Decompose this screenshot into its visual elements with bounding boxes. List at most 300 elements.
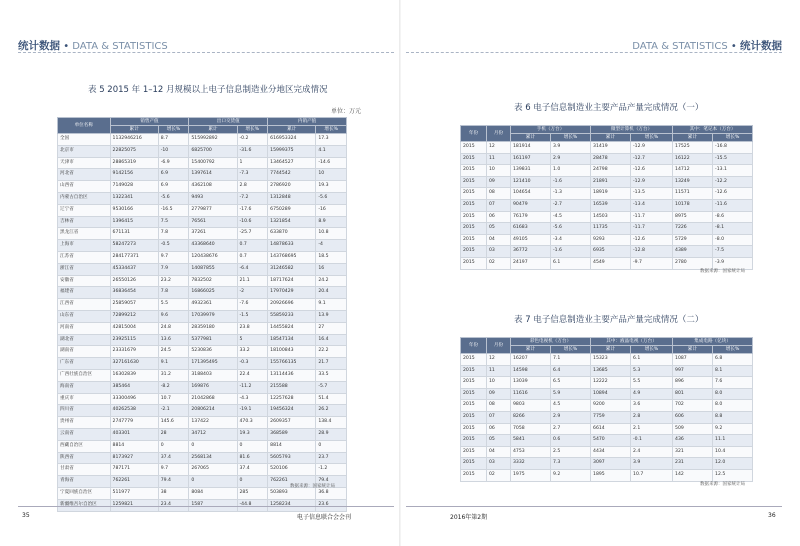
table5-cell: 云南省 bbox=[58, 428, 111, 440]
table5-cell: 1587 bbox=[189, 499, 237, 511]
table5-cell: 新疆维吾尔自治区 bbox=[58, 499, 111, 511]
table5-cell: 385464 bbox=[110, 381, 158, 393]
table7-cell: 09 bbox=[487, 388, 511, 400]
table7-cell: 5.9 bbox=[551, 388, 591, 400]
table7-title: 表 7 电子信息制造业主要产品产量完成情况（二） bbox=[514, 315, 704, 325]
table5-row bbox=[58, 417, 347, 429]
table7-header-group: 集成电路（亿块） bbox=[673, 338, 753, 346]
table7-cell: 2.4 bbox=[631, 446, 673, 458]
table5-row bbox=[58, 134, 347, 146]
table6-cell: -12.9 bbox=[631, 142, 673, 154]
table7-row bbox=[461, 435, 753, 447]
table5-cell: 51.4 bbox=[316, 393, 347, 405]
table7-cell: 02 bbox=[487, 469, 511, 481]
table6-cell: -13.5 bbox=[631, 188, 673, 200]
table5-cell: 27 bbox=[316, 322, 347, 334]
table5-cell: 6.9 bbox=[158, 169, 189, 181]
header-divider bbox=[18, 52, 394, 53]
table5-cell: -44.8 bbox=[237, 499, 268, 511]
table5-cell: 155766135 bbox=[268, 358, 316, 370]
table5-cell: 1322341 bbox=[110, 192, 158, 204]
table5-cell: 23.2 bbox=[158, 275, 189, 287]
table5-cell: 16866025 bbox=[189, 287, 237, 299]
table5-subheader: 累计 bbox=[110, 126, 158, 134]
table5-cell: 145.6 bbox=[158, 417, 189, 429]
table5-row bbox=[58, 381, 347, 393]
table5-cell: 37.4 bbox=[237, 464, 268, 476]
table7-row bbox=[461, 423, 753, 435]
table7-cell: 6.8 bbox=[713, 354, 753, 366]
table5-cell: 503893 bbox=[268, 487, 316, 499]
table6-cell: 2015 bbox=[461, 176, 487, 188]
table6-row bbox=[461, 188, 753, 200]
table5-cell: 45334437 bbox=[110, 263, 158, 275]
table5-cell: -4 bbox=[316, 240, 347, 252]
table6-row bbox=[461, 223, 753, 235]
table5-cell: 120438676 bbox=[189, 251, 237, 263]
table5-cell: 26550126 bbox=[110, 275, 158, 287]
table5-cell: 全国 bbox=[58, 134, 111, 146]
table6-cell: 14503 bbox=[591, 211, 631, 223]
table7-cell: 896 bbox=[673, 377, 713, 389]
table7-header-group: 彩色电视机（万台） bbox=[511, 338, 591, 346]
table7-row bbox=[461, 377, 753, 389]
table5-cell: 23925115 bbox=[110, 334, 158, 346]
table5-cell: 江苏省 bbox=[58, 251, 111, 263]
table5-cell: 1321854 bbox=[268, 216, 316, 228]
table5-cell: 37.4 bbox=[158, 452, 189, 464]
table5-row bbox=[58, 145, 347, 157]
table5-cell: 33300496 bbox=[110, 393, 158, 405]
table5-cell: 天津市 bbox=[58, 157, 111, 169]
table5-cell: 1 bbox=[237, 157, 268, 169]
table5-cell: -4.3 bbox=[237, 393, 268, 405]
table5-cell: 13.9 bbox=[316, 310, 347, 322]
table5-cell: 5377981 bbox=[189, 334, 237, 346]
table5-cell: 14087855 bbox=[189, 263, 237, 275]
table5-row bbox=[58, 358, 347, 370]
table7-cell: 8266 bbox=[511, 411, 551, 423]
table5-cell: 76561 bbox=[189, 216, 237, 228]
table6-cell: 2015 bbox=[461, 246, 487, 258]
table6-cell: 2015 bbox=[461, 188, 487, 200]
table5-cell: 9.1 bbox=[316, 299, 347, 311]
table5-cell: 19.3 bbox=[316, 181, 347, 193]
table5-cell: 137422 bbox=[189, 417, 237, 429]
table6-cell: 16122 bbox=[673, 153, 713, 165]
table5-cell: 17970429 bbox=[268, 287, 316, 299]
table5-cell: 28865319 bbox=[110, 157, 158, 169]
table5-row bbox=[58, 240, 347, 252]
table5-row bbox=[58, 287, 347, 299]
issue-label: 2016年第2期 bbox=[450, 514, 488, 521]
table5-cell: 58247273 bbox=[110, 240, 158, 252]
table5-cell: 7.8 bbox=[158, 287, 189, 299]
table5-row bbox=[58, 204, 347, 216]
table6-cell: -1.6 bbox=[551, 246, 591, 258]
table5-cell: 1312848 bbox=[268, 192, 316, 204]
table5-cell: 20806214 bbox=[189, 405, 237, 417]
table7-cell: 9.2 bbox=[551, 469, 591, 481]
table6-header-year: 年份 bbox=[461, 126, 487, 142]
table5-cell: 17.3 bbox=[316, 134, 347, 146]
table5-cell: 9530166 bbox=[110, 204, 158, 216]
table5-cell: 40262538 bbox=[110, 405, 158, 417]
table5-subheader: 增长% bbox=[237, 126, 268, 134]
table7-cell: 6.4 bbox=[551, 365, 591, 377]
table5-cell: 12257628 bbox=[268, 393, 316, 405]
table5-cell: 19.3 bbox=[237, 428, 268, 440]
table7-cell: 11 bbox=[487, 365, 511, 377]
table7-cell: 606 bbox=[673, 411, 713, 423]
table5-cell: 215588 bbox=[268, 381, 316, 393]
table7-cell: 8.0 bbox=[713, 400, 753, 412]
table5-cell: 18100843 bbox=[268, 346, 316, 358]
table5-cell: 陕西省 bbox=[58, 452, 111, 464]
table5-cell: 福建省 bbox=[58, 287, 111, 299]
table7-cell: 9803 bbox=[511, 400, 551, 412]
table6-cell: 18919 bbox=[591, 188, 631, 200]
header-section-cn: 统计数据 bbox=[740, 40, 782, 52]
table5-row bbox=[58, 369, 347, 381]
table7-cell: 8.0 bbox=[713, 388, 753, 400]
table6-cell: 17525 bbox=[673, 142, 713, 154]
table5-cell: 33.5 bbox=[316, 369, 347, 381]
table5-cell: 79.4 bbox=[158, 476, 189, 488]
table5-cell: 17039979 bbox=[189, 310, 237, 322]
table5-cell: -25.7 bbox=[237, 228, 268, 240]
table7-cell: 05 bbox=[487, 435, 511, 447]
table5-cell: 23.7 bbox=[316, 452, 347, 464]
table7-subheader: 累计 bbox=[511, 346, 551, 354]
table5-row bbox=[58, 169, 347, 181]
table5-cell: 1396415 bbox=[110, 216, 158, 228]
table6-cell: 2015 bbox=[461, 257, 487, 269]
table6-cell: 6935 bbox=[591, 246, 631, 258]
table5-row bbox=[58, 334, 347, 346]
table7-cell: 13685 bbox=[591, 365, 631, 377]
table7-cell: 0.6 bbox=[551, 435, 591, 447]
table6-cell: 02 bbox=[487, 257, 511, 269]
table7-cell: 997 bbox=[673, 365, 713, 377]
table5-cell: -7.2 bbox=[237, 192, 268, 204]
table5-cell: 2.8 bbox=[237, 181, 268, 193]
table7-cell: 1087 bbox=[673, 354, 713, 366]
table5-cell: 7.5 bbox=[158, 216, 189, 228]
table7-cell: 12 bbox=[487, 354, 511, 366]
table5-cell: 湖南省 bbox=[58, 346, 111, 358]
table5-cell: 0 bbox=[189, 476, 237, 488]
table7-cell: 6614 bbox=[591, 423, 631, 435]
table7-cell: 2015 bbox=[461, 469, 487, 481]
table6-cell: 16539 bbox=[591, 199, 631, 211]
table5-cell: 7832502 bbox=[189, 275, 237, 287]
table5-cell: -10.6 bbox=[237, 216, 268, 228]
table7-cell: 7759 bbox=[591, 411, 631, 423]
table6-cell: -1.6 bbox=[551, 176, 591, 188]
table7-cell: 2015 bbox=[461, 354, 487, 366]
table6-cell: 7226 bbox=[673, 223, 713, 235]
table5-cell: 18717624 bbox=[268, 275, 316, 287]
table5-cell: 5.5 bbox=[158, 299, 189, 311]
table6-cell: 09 bbox=[487, 176, 511, 188]
table5-cell: 31246582 bbox=[268, 263, 316, 275]
table6-cell: 28478 bbox=[591, 153, 631, 165]
table6-row bbox=[461, 176, 753, 188]
table7-cell: 9200 bbox=[591, 400, 631, 412]
table5-subheader: 增长% bbox=[316, 126, 347, 134]
table5-cell: 20926696 bbox=[268, 299, 316, 311]
table6-cell: 08 bbox=[487, 188, 511, 200]
table7-subheader: 累计 bbox=[591, 346, 631, 354]
table7-cell: 7.6 bbox=[713, 377, 753, 389]
table7-cell: 12222 bbox=[591, 377, 631, 389]
table5-cell: 1259821 bbox=[110, 499, 158, 511]
header-divider bbox=[406, 52, 782, 53]
table5-row bbox=[58, 275, 347, 287]
table7-cell: 6.1 bbox=[631, 354, 673, 366]
table7-cell: 15323 bbox=[591, 354, 631, 366]
table5-cell: 511977 bbox=[110, 487, 158, 499]
table5-subheader: 累计 bbox=[189, 126, 237, 134]
table5-cell: 7.8 bbox=[158, 228, 189, 240]
table5-cell: 285 bbox=[237, 487, 268, 499]
header-separator: • bbox=[730, 41, 737, 52]
table6-cell: 121410 bbox=[511, 176, 551, 188]
table6-cell: -13.4 bbox=[631, 199, 673, 211]
table7-cell: 2.7 bbox=[551, 423, 591, 435]
table7-header-group: 其中：液晶电视（万台） bbox=[591, 338, 673, 346]
table5-cell: -0.5 bbox=[158, 240, 189, 252]
table6-cell: -12.6 bbox=[713, 188, 753, 200]
table5-cell: 河北省 bbox=[58, 169, 111, 181]
header-section-en: DATA & STATISTICS bbox=[632, 41, 728, 52]
table5-cell: 8.7 bbox=[158, 134, 189, 146]
table6-cell: 06 bbox=[487, 211, 511, 223]
table5-cell: 9.7 bbox=[158, 251, 189, 263]
table7-row bbox=[461, 400, 753, 412]
table5-cell: -5.7 bbox=[316, 381, 347, 393]
table7-subheader: 增长% bbox=[631, 346, 673, 354]
table5-cell: -0.2 bbox=[237, 134, 268, 146]
table6-cell: -12.9 bbox=[631, 176, 673, 188]
table6-cell: 4549 bbox=[591, 257, 631, 269]
table7-cell: 4753 bbox=[511, 446, 551, 458]
table6-cell: 11735 bbox=[591, 223, 631, 235]
table5-cell: 21.1 bbox=[237, 275, 268, 287]
table5-cell: 安徽省 bbox=[58, 275, 111, 287]
table5-cell: 宁夏回族自治区 bbox=[58, 487, 111, 499]
table7 bbox=[460, 337, 753, 482]
table5-row bbox=[58, 322, 347, 334]
table5-cell: 重庆市 bbox=[58, 393, 111, 405]
table5-cell: 37261 bbox=[189, 228, 237, 240]
right-page-number: 36 bbox=[768, 512, 776, 519]
table6-cell: 04 bbox=[487, 234, 511, 246]
table6-cell: -11.6 bbox=[713, 199, 753, 211]
table5-cell: 26.2 bbox=[316, 405, 347, 417]
table5-cell: -7.3 bbox=[237, 169, 268, 181]
table5-cell: 1132946216 bbox=[110, 134, 158, 146]
table5-cell: 甘肃省 bbox=[58, 464, 111, 476]
table5-cell: 内蒙古自治区 bbox=[58, 192, 111, 204]
table6-cell: -9.7 bbox=[631, 257, 673, 269]
table5-cell: 19456324 bbox=[268, 405, 316, 417]
table6-cell: 12 bbox=[487, 142, 511, 154]
table7-cell: 11.1 bbox=[713, 435, 753, 447]
table5-cell: 267065 bbox=[189, 464, 237, 476]
table5-cell: 9.6 bbox=[158, 310, 189, 322]
table5-cell: 36.8 bbox=[316, 487, 347, 499]
table5-row bbox=[58, 405, 347, 417]
table6-row bbox=[461, 199, 753, 211]
table5-cell: 4362108 bbox=[189, 181, 237, 193]
table6-cell: 3.9 bbox=[551, 142, 591, 154]
table5-cell: 81.6 bbox=[237, 452, 268, 464]
table5-cell: 山东省 bbox=[58, 310, 111, 322]
table7-cell: 06 bbox=[487, 423, 511, 435]
table6-subheader: 增长% bbox=[713, 134, 753, 142]
table5-cell: 0.7 bbox=[237, 240, 268, 252]
table6-cell: 2015 bbox=[461, 153, 487, 165]
table5-cell: -11.2 bbox=[237, 381, 268, 393]
table6-cell: -5.6 bbox=[551, 223, 591, 235]
table6-cell: -12.6 bbox=[631, 165, 673, 177]
table7-row bbox=[461, 446, 753, 458]
table7-cell: 12.5 bbox=[713, 469, 753, 481]
table7-cell: 3.9 bbox=[631, 458, 673, 470]
table5-cell: 辽宁省 bbox=[58, 204, 111, 216]
table5-cell: 河南省 bbox=[58, 322, 111, 334]
table5-cell: 上海市 bbox=[58, 240, 111, 252]
table7-cell: 2015 bbox=[461, 377, 487, 389]
table7-cell: 2.8 bbox=[631, 411, 673, 423]
table5-cell: 72899212 bbox=[110, 310, 158, 322]
table7-cell: 801 bbox=[673, 388, 713, 400]
table7-cell: 2015 bbox=[461, 388, 487, 400]
table6-header-group: 手机（万台） bbox=[511, 126, 591, 134]
table5-cell: 8814 bbox=[110, 440, 158, 452]
table7-cell: 231 bbox=[673, 458, 713, 470]
publication-name: 电子信息联合会会刊 bbox=[297, 514, 352, 521]
table5-cell: 15999375 bbox=[268, 145, 316, 157]
table7-source: 数据来源：国家统计局 bbox=[700, 482, 745, 487]
table5-subheader: 累计 bbox=[268, 126, 316, 134]
table5-cell: 黑龙江省 bbox=[58, 228, 111, 240]
table5-cell: 28.9 bbox=[316, 428, 347, 440]
table6-cell: 76179 bbox=[511, 211, 551, 223]
table7-cell: 2.9 bbox=[551, 411, 591, 423]
table6-cell: -7.5 bbox=[713, 246, 753, 258]
table7-cell: 7.3 bbox=[551, 458, 591, 470]
table5-cell: 2786920 bbox=[268, 181, 316, 193]
table5-cell: 浙江省 bbox=[58, 263, 111, 275]
table5-cell: -0.3 bbox=[237, 358, 268, 370]
table6-cell: 07 bbox=[487, 199, 511, 211]
table5-cell: 143768695 bbox=[268, 251, 316, 263]
table6-cell: 104654 bbox=[511, 188, 551, 200]
table7-cell: 2015 bbox=[461, 365, 487, 377]
table5-cell: -6.9 bbox=[158, 157, 189, 169]
table7-cell: 5.3 bbox=[631, 365, 673, 377]
table6-cell: 181914 bbox=[511, 142, 551, 154]
table6-cell: 13249 bbox=[673, 176, 713, 188]
table5-cell: 36836454 bbox=[110, 287, 158, 299]
table6-cell: -12.8 bbox=[631, 246, 673, 258]
table7-cell: 7058 bbox=[511, 423, 551, 435]
table5-cell: 16302839 bbox=[110, 369, 158, 381]
table7-cell: 4434 bbox=[591, 446, 631, 458]
table6-cell: -15.5 bbox=[713, 153, 753, 165]
table6-row bbox=[461, 246, 753, 258]
table5-cell: -8.2 bbox=[158, 381, 189, 393]
table6-cell: 49105 bbox=[511, 234, 551, 246]
table5-row bbox=[58, 346, 347, 358]
table7-cell: 08 bbox=[487, 400, 511, 412]
table7-cell: 11616 bbox=[511, 388, 551, 400]
table5-cell: 4.1 bbox=[316, 145, 347, 157]
table6-cell: -12.6 bbox=[631, 234, 673, 246]
table5-cell: 327161630 bbox=[110, 358, 158, 370]
table6-cell: -16.8 bbox=[713, 142, 753, 154]
table5-row bbox=[58, 299, 347, 311]
table7-cell: 1975 bbox=[511, 469, 551, 481]
table5-cell: -10 bbox=[158, 145, 189, 157]
table7-cell: 03 bbox=[487, 458, 511, 470]
table6-cell: -3.4 bbox=[551, 234, 591, 246]
table5-cell: 671131 bbox=[110, 228, 158, 240]
table6-header-month: 月份 bbox=[487, 126, 511, 142]
table5-cell: 24.2 bbox=[316, 275, 347, 287]
table5-cell: 55859233 bbox=[268, 310, 316, 322]
left-page-header bbox=[18, 38, 168, 53]
table6-cell: 61683 bbox=[511, 223, 551, 235]
table5-cell: 25859057 bbox=[110, 299, 158, 311]
table5-cell: 28359180 bbox=[189, 322, 237, 334]
table5-cell: 171395495 bbox=[189, 358, 237, 370]
table6-cell: 24798 bbox=[591, 165, 631, 177]
table7-row bbox=[461, 354, 753, 366]
table5-cell: 2779877 bbox=[189, 204, 237, 216]
table6-subheader: 累计 bbox=[673, 134, 713, 142]
table5-cell: 8173927 bbox=[110, 452, 158, 464]
table5-cell: 山西省 bbox=[58, 181, 111, 193]
table5-cell: 0 bbox=[237, 440, 268, 452]
table5-cell: 0 bbox=[189, 440, 237, 452]
table6-title: 表 6 电子信息制造业主要产品产量完成情况（一） bbox=[514, 103, 704, 113]
table5-cell: 2609357 bbox=[268, 417, 316, 429]
table5-cell: 403301 bbox=[110, 428, 158, 440]
table5-row bbox=[58, 192, 347, 204]
table5-cell: 5 bbox=[237, 334, 268, 346]
table7-cell: 5841 bbox=[511, 435, 551, 447]
table5-cell: 762261 bbox=[268, 476, 316, 488]
table7-cell: 3332 bbox=[511, 458, 551, 470]
table5-row bbox=[58, 440, 347, 452]
table5-cell: 14455824 bbox=[268, 322, 316, 334]
table5-row bbox=[58, 464, 347, 476]
table7-header-year: 年份 bbox=[461, 338, 487, 354]
table5-cell: 28 bbox=[158, 428, 189, 440]
table6-subheader: 累计 bbox=[591, 134, 631, 142]
table5-cell: -2.1 bbox=[158, 405, 189, 417]
table7-cell: 7.1 bbox=[551, 354, 591, 366]
table5-cell: -19.1 bbox=[237, 405, 268, 417]
table5-cell: 21042868 bbox=[189, 393, 237, 405]
table7-row bbox=[461, 458, 753, 470]
table7-cell: 8.1 bbox=[713, 365, 753, 377]
table7-header-month: 月份 bbox=[487, 338, 511, 354]
